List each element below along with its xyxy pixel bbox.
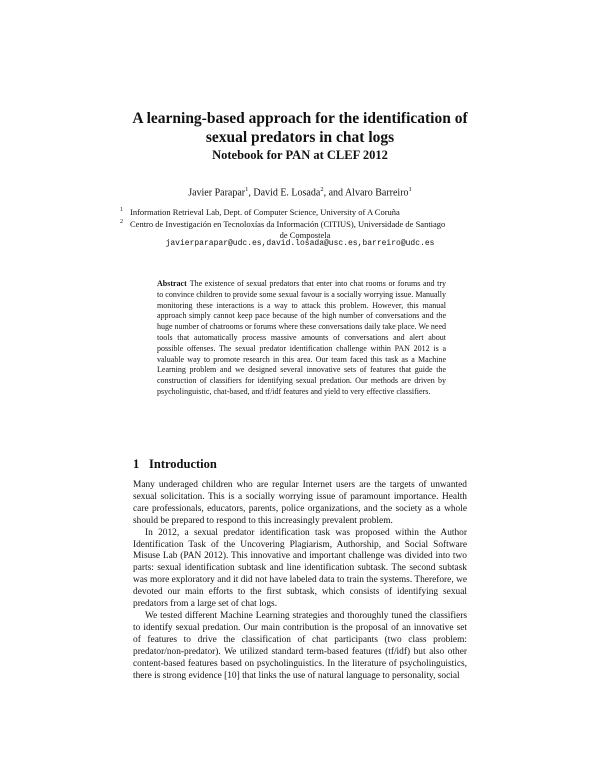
author-name: Javier Parapar bbox=[188, 187, 246, 199]
author-separator: , bbox=[248, 187, 254, 199]
author-affil-mark: 1 bbox=[408, 186, 412, 193]
author-affil-mark: 1 bbox=[245, 186, 249, 193]
author-emails: javierparapar@udc.es,david.losada@usc.es,barreiro@udc.es bbox=[165, 239, 435, 248]
affiliation-text-line-1: Centro de Investigación en Tecnoloxías da Información (CITIUS), Universidade de Santiago bbox=[130, 219, 446, 229]
author-name: Alvaro Barreiro bbox=[344, 187, 409, 199]
affiliation-number: 1 bbox=[120, 207, 123, 213]
body-paragraph: In 2012, a sexual predator identification task was proposed within the Author Identification Task of the Uncovering Plagiarism, Authorship, and Social Software Misuse Lab (PAN 2012). This innovative and important challenge was divided into two parts: sexual identification subtask and line identification subtask. The second subtask was more exploratory and it did not have labeled data to train the systems. Therefore, we devoted our main efforts to the first subtask, which consists of identifying sexual predators from a large set of chat logs. bbox=[133, 527, 467, 610]
abstract-text: The existence of sexual predators that enter into chat rooms or forums and try to convince children to provide some sexual favour is a socially worrying issue. Manually monitoring these interactions is a way to attack this problem. However, this manual approach simply cannot keep pace because of the high number of conversations and the huge number of chatrooms or forums where these conversations daily take place. We need tools that automatically process massive amounts of conversations and alert about possible offenses. The sexual predator identification challenge within PAN 2012 is a valuable way to promote research in this area. Our team faced this task as a Machine Learning problem and we designed several innovative sets of features that guide the construction of classifiers for identifying sexual predation. Our methods are driven by psycholinguistic, chat-based, and tf/idf features and yield to very effective classifiers. bbox=[157, 279, 446, 396]
author-name: David E. Losada bbox=[253, 187, 321, 199]
paper-title bbox=[120, 109, 480, 147]
section-title: Introduction bbox=[149, 457, 217, 471]
body-paragraph: Many underaged children who are regular Internet users are the targets of unwanted sexual solicitation. This is a socially worrying issue of paramount importance. Health care professionals, educators, parents, police organizations, and the society as a whole should be prepared to respond to this increasingly prevalent problem. bbox=[133, 480, 467, 526]
affiliation-1 bbox=[120, 207, 480, 218]
author-list bbox=[100, 183, 500, 199]
section-number: 1 bbox=[133, 457, 140, 471]
title-line-2: sexual predators in chat logs bbox=[205, 129, 395, 146]
body-text bbox=[133, 480, 467, 682]
body-paragraph: We tested different Machine Learning strategies and thoroughly tuned the classifiers to identify sexual predation. Our main contribution is the proposal of an innovative set of features to drive the classification of chat participants (two class problem: predator/non-predator). We utilized standard term-based features (tf/idf) but also other content-based features based on psycholinguistics. In the literature of psycholinguistics, there is strong evidence [10] that links the use of natural language to personality, social bbox=[133, 610, 467, 681]
author-separator: , and bbox=[323, 187, 345, 199]
affiliation-text-line-2: de Compostela bbox=[279, 230, 331, 240]
abstract bbox=[157, 279, 446, 398]
title-line-1: A learning-based approach for the identification of bbox=[132, 110, 468, 127]
affiliation-number: 2 bbox=[120, 219, 123, 225]
affiliation-text: Information Retrieval Lab, Dept. of Computer Science, University of A Coruña bbox=[130, 207, 400, 217]
abstract-label: Abstract bbox=[157, 279, 187, 288]
author-affil-mark: 2 bbox=[320, 186, 324, 193]
paper-subtitle: Notebook for PAN at CLEF 2012 bbox=[212, 148, 388, 162]
section-heading bbox=[133, 456, 217, 472]
